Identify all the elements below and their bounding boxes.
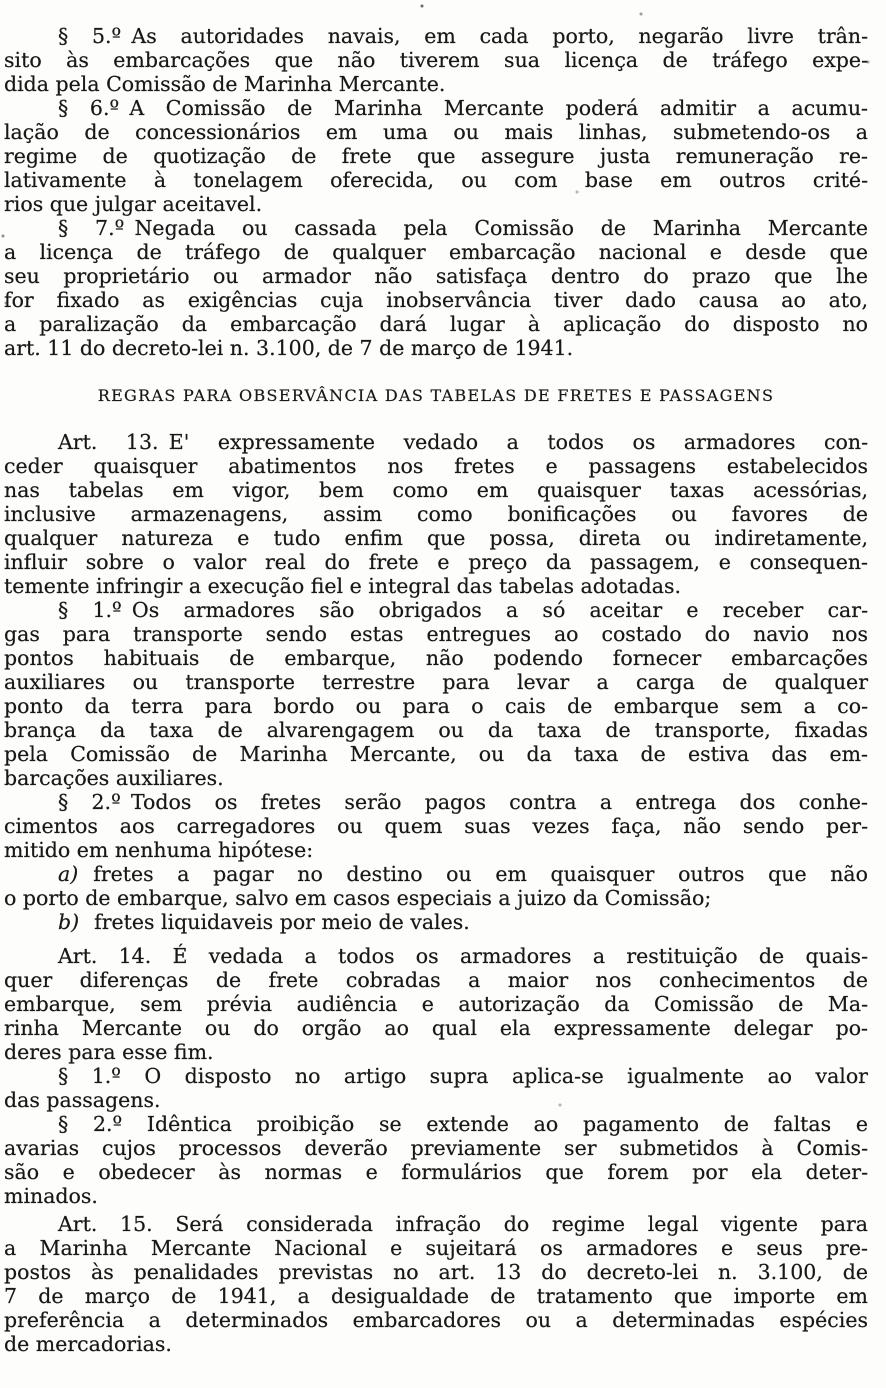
paragraph: [4, 216, 868, 360]
item-marker: b): [58, 910, 80, 934]
item-text: fretes a pagar no destino ou em quaisquer outros que não: [93, 862, 868, 886]
text-line: [4, 862, 868, 886]
text-line: pontos habituais de embarque, não podendo fornecer embarcações: [4, 646, 868, 670]
paragraph: [4, 1212, 868, 1356]
text-line: § 5.º As autoridades navais, em cada porto, negarão livre trân-: [58, 24, 868, 48]
item-marker: a): [58, 862, 79, 886]
text-line: preferência a determinados embarcadores ou a determinadas espécies: [4, 1308, 868, 1332]
text-line: qualquer natureza e tudo enfim que possa, direta ou indiretamente,: [4, 526, 868, 550]
text-line: lativamente à tonelagem oferecida, ou com base em outros crité-: [4, 168, 868, 192]
text-line: § 2.º Todos os fretes serão pagos contra a entrega dos conhe-: [58, 790, 868, 814]
text-line: rinha Mercante ou do orgão ao qual ela expressamente delegar po-: [4, 1016, 868, 1040]
text-line: quer diferenças de frete cobradas a maior nos conhecimentos de: [4, 968, 868, 992]
text-line: regime de quotização de frete que assegure justa remuneração re-: [4, 144, 868, 168]
paragraph: [4, 944, 868, 1064]
paragraph: [4, 1064, 868, 1112]
text-line: dida pela Comissão de Marinha Mercante.: [4, 72, 446, 96]
text-line: a licença de tráfego de qualquer embarcação nacional e desde que: [4, 240, 868, 264]
list-item: [4, 862, 868, 910]
section-heading: REGRAS PARA OBSERVÂNCIA DAS TABELAS DE FRETES E PASSAGENS: [97, 386, 775, 405]
paragraph: [4, 96, 868, 216]
text-line: § 7.º Negada ou cassada pela Comissão de Marinha Mercante: [58, 216, 868, 240]
text-line: art. 11 do decreto-lei n. 3.100, de 7 de março de 1941.: [4, 336, 574, 360]
text-line: sito às embarcações que não tiverem sua licença de tráfego expe-: [4, 48, 868, 72]
document-rules-paragraphs: [4, 430, 868, 1356]
text-line: cimentos aos carregadores ou quem suas vezes faça, não sendo per-: [4, 814, 868, 838]
text-line: § 1.º Os armadores são obrigados a só aceitar e receber car-: [58, 598, 868, 622]
text-line: § 6.º A Comissão de Marinha Mercante poderá admitir a acumu-: [58, 96, 868, 120]
item-text: fretes liquidaveis por meio de vales.: [94, 910, 470, 934]
text-line: Art. 14. É vedada a todos os armadores a restituição de quais-: [58, 944, 868, 968]
text-line: embarque, sem prévia audiência e autorização da Comissão de Ma-: [4, 992, 868, 1016]
text-line: ponto da terra para bordo ou para o cais de embarque sem a co-: [4, 694, 868, 718]
text-line: ceder quaisquer abatimentos nos fretes e passagens estabelecidos: [4, 454, 868, 478]
paragraph: [4, 1112, 868, 1208]
text-line: avarias cujos processos deverão previamente ser submetidos à Comis-: [4, 1136, 868, 1160]
text-line: [4, 910, 868, 934]
text-line: § 2.º Idêntica proibição se extende ao pagamento de faltas e: [58, 1112, 868, 1136]
text-line: de mercadorias.: [4, 1332, 172, 1356]
text-line: for fixado as exigências cuja inobservância tiver dado causa ao ato,: [4, 288, 868, 312]
text-line: deres para esse fim.: [4, 1040, 214, 1064]
paragraph: [4, 430, 868, 598]
text-line: lação de concessionários em uma ou mais linhas, submetendo-os a: [4, 120, 868, 144]
paragraph: [4, 24, 868, 96]
text-line: barcações auxiliares.: [4, 766, 224, 790]
text-line: mitido em nenhuma hipótese:: [4, 838, 314, 862]
text-line: Art. 15. Será considerada infração do regime legal vigente para: [58, 1212, 868, 1236]
text-line: postos às penalidades previstas no art. 13 do decreto-lei n. 3.100, de: [4, 1260, 868, 1284]
paragraph: [4, 790, 868, 862]
document-intro-paragraphs: [4, 24, 868, 360]
text-line: influir sobre o valor real do frete e preço da passagem, e consequen-: [4, 550, 868, 574]
text-line: § 1.º O disposto no artigo supra aplica-se igualmente ao valor: [58, 1064, 868, 1088]
paragraph: [4, 598, 868, 790]
text-line: temente infringir a execução fiel e integral das tabelas adotadas.: [4, 574, 682, 598]
text-line: pela Comissão de Marinha Mercante, ou da taxa de estiva das em-: [4, 742, 868, 766]
text-line: minados.: [4, 1184, 98, 1208]
text-line: a Marinha Mercante Nacional e sujeitará os armadores e seus pre-: [4, 1236, 868, 1260]
text-line: inclusive armazenagens, assim como bonificações ou favores de: [4, 502, 868, 526]
text-line: auxiliares ou transporte terrestre para levar a carga de qualquer: [4, 670, 868, 694]
text-line: 7 de março de 1941, a desigualdade de tratamento que importe em: [4, 1284, 868, 1308]
text-line: são e obedecer às normas e formulários que forem por ela deter-: [4, 1160, 868, 1184]
text-line: o porto de embarque, salvo em casos especiais a juizo da Comissão;: [4, 886, 712, 910]
text-line: gas para transporte sendo estas entregues ao costado do navio nos: [4, 622, 868, 646]
text-line: brança da taxa de alvarengagem ou da taxa de transporte, fixadas: [4, 718, 868, 742]
text-line: Art. 13. E' expressamente vedado a todos os armadores con-: [58, 430, 868, 454]
text-line: das passagens.: [4, 1088, 161, 1112]
list-item: [4, 910, 868, 934]
text-line: nas tabelas em vigor, bem como em quaisquer taxas acessórias,: [4, 478, 868, 502]
text-line: a paralização da embarcação dará lugar à aplicação do disposto no: [4, 312, 868, 336]
text-line: rios que julgar aceitavel.: [4, 192, 263, 216]
text-line: seu proprietário ou armador não satisfaça dentro do prazo que lhe: [4, 264, 868, 288]
